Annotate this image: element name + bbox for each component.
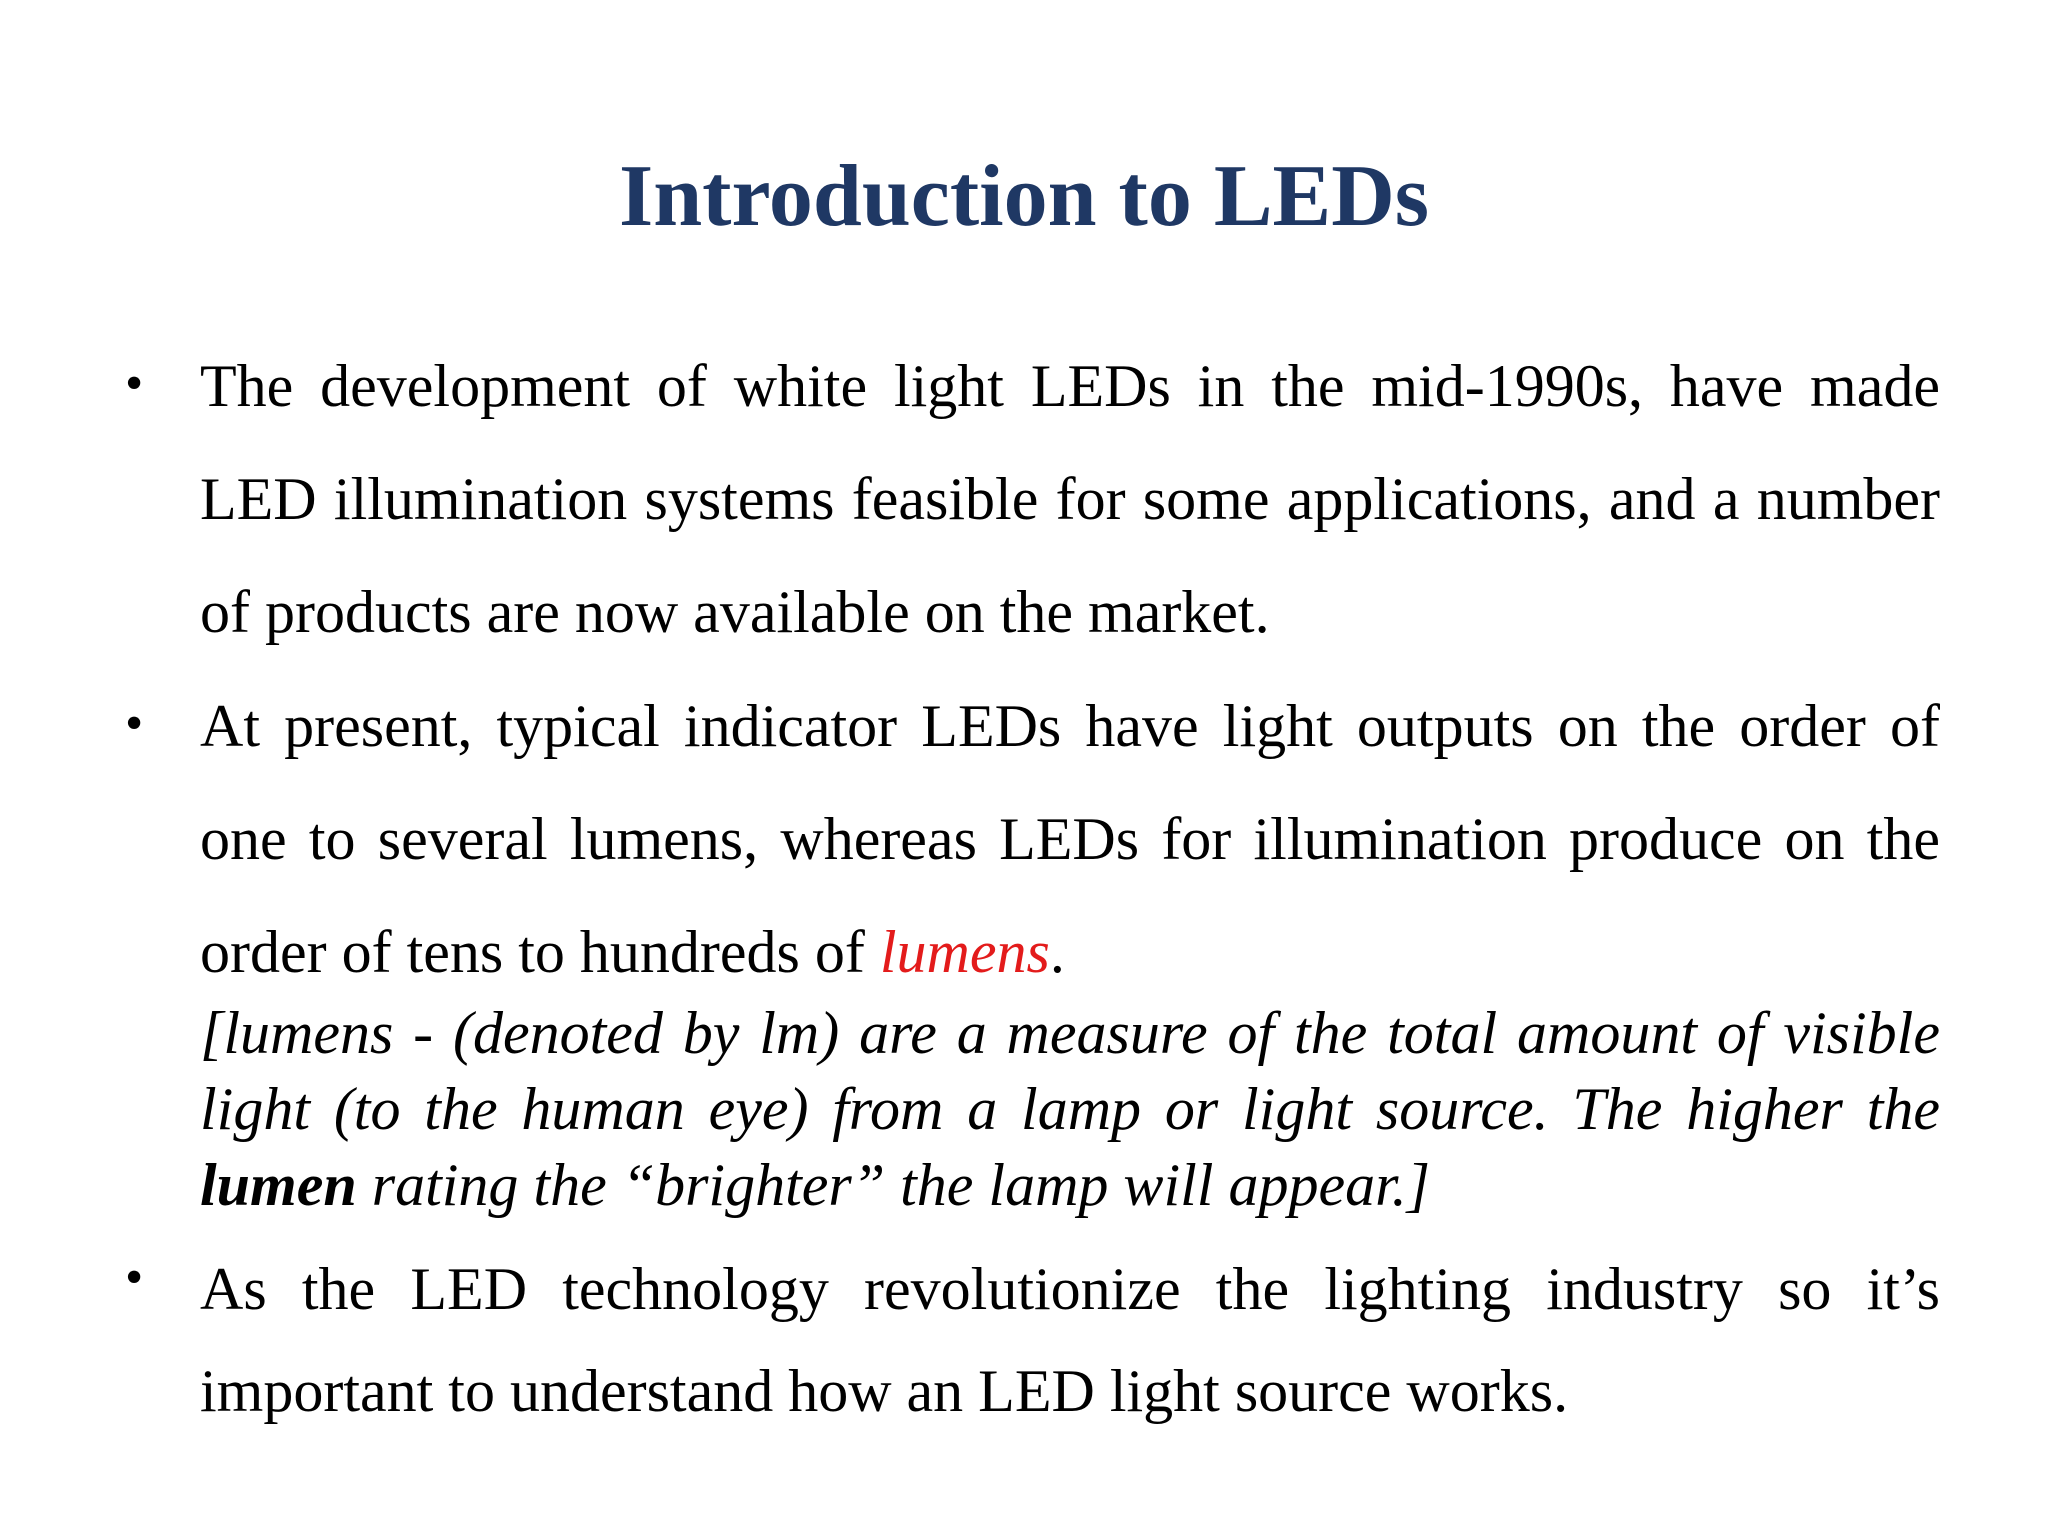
bullet-text: As the LED technology revolutionize the lighting industry so it’s important to understand how an LED light source works.: [200, 1256, 1940, 1424]
bullet-icon: •: [125, 695, 144, 752]
highlighted-term: lumens: [879, 919, 1050, 985]
bullet-item: [125, 670, 1940, 1223]
bullet-item: [125, 330, 1940, 669]
definition-note: [200, 995, 1940, 1223]
bullet-item: [125, 1238, 1940, 1442]
bullet-icon: •: [125, 1249, 144, 1306]
bullet-text: [200, 670, 1940, 1009]
note-bold-term: lumen: [200, 1152, 357, 1218]
slide-title: Introduction to LEDs: [618, 148, 1430, 245]
bullet-text-end: .: [1049, 919, 1065, 985]
bullet-text: The development of white light LEDs in the mid-1990s, have made LED illumination systems feasible for some applications, and a number of products are now available on the market.: [200, 353, 1940, 645]
note-text-end: rating the “brighter” the lamp will appear.]: [356, 1152, 1431, 1218]
bullet-text-start: At present, typical indicator LEDs have light outputs on the order of one to several lumens, whereas LEDs for illumination produce on the order of tens to hundreds of: [200, 693, 1940, 985]
note-text-start: [lumens - (denoted by lm) are a measure of the total amount of visible light (to the human eye) from a lamp or light source. The higher the: [200, 1000, 1940, 1142]
bullet-icon: •: [125, 355, 144, 412]
